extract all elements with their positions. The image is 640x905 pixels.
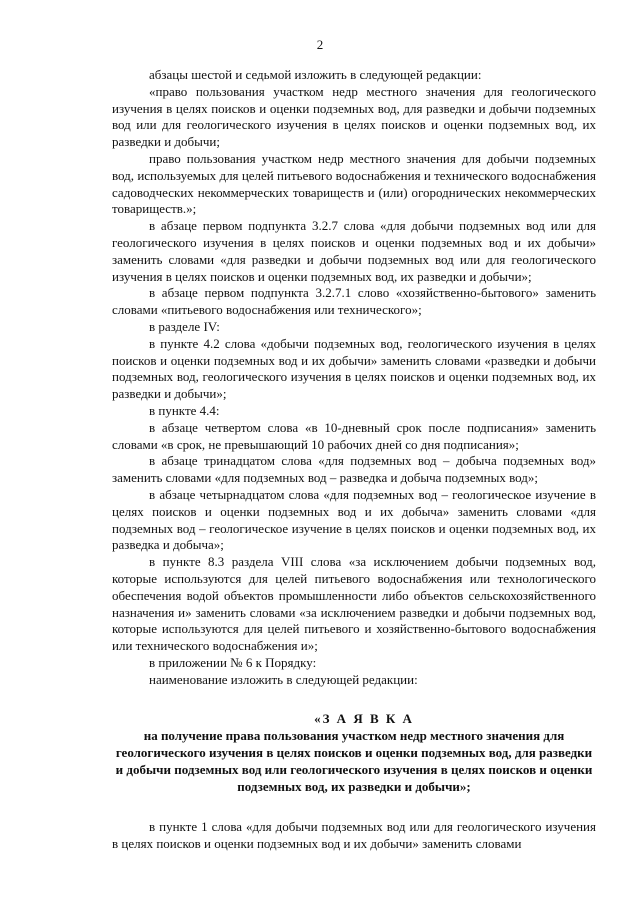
paragraph: в абзаце первом подпункта 3.2.7 слова «для добычи подземных вод или для геологического изучения в целях поисков и оценки подземных вод и их добычи» заменить словами «для разведки и добычи подземных вод или для геологического изучения в целях поисков и оценки подземных вод, их разведки и добычи»;	[112, 218, 596, 284]
paragraph: в абзаце четвертом слова «в 10-дневный срок после подписания» заменить словами «в срок, не превышающий 10 рабочих дней со дня подписания»;	[112, 419, 596, 452]
paragraph: в пункте 4.4:	[149, 402, 220, 418]
paragraph: в разделе IV:	[149, 318, 220, 334]
paragraph: в абзаце первом подпункта 3.2.7.1 слово «хозяйственно-бытового» заменить словами «питьевого водоснабжения или технического»;	[112, 285, 596, 318]
title-subheading: на получение права пользования участком недр местного значения для геологического изучения в целях поисков и оценки подземных вод, для разведки и добычи подземных вод или геологического изучения в целях поисков и оценки подземных вод, их разведки и добычи»;	[115, 728, 593, 795]
paragraph: наименование изложить в следующей редакции:	[149, 671, 418, 687]
paragraph: в абзаце тринадцатом слова «для подземных вод – добыча подземных вод» заменить словами «для подземных вод – разведка и добыча подземных вод»;	[112, 453, 596, 486]
paragraph: в пункте 4.2 слова «добычи подземных вод, геологического изучения в целях поисков и оценки подземных вод и их добычи» заменить словами «разведки и добычи подземных вод, геологического изучения в целях поисков и оценки подземных вод, их разведки и добычи»;	[112, 335, 596, 402]
paragraph: в пункте 1 слова «для добычи подземных вод или для геологического изучения в целях поисков и оценки подземных вод и их добычи» заменить словами	[112, 819, 596, 852]
paragraph: в абзаце четырнадцатом слова «для подземных вод – геологическое изучение в целях поисков и оценки подземных вод и их добыча» заменить словами «для подземных вод – геологическое изучение в целях поисков и оценки подземных вод, их разведка и добыча»;	[112, 486, 596, 553]
paragraph: «право пользования участком недр местного значения для геологического изучения в целях поисков и оценки подземных вод, для разведки и добычи подземных вод или для геологического изучения в целях поисков и оценки подземных вод, их разведки и добычи;	[112, 83, 596, 150]
page-number: 2	[316, 37, 324, 52]
paragraph: в пункте 8.3 раздела VIII слова «за исключением добычи подземных вод, которые используются для целей питьевого водоснабжения или технологического обеспечения водой объектов промышленности либо объектов сельскохозяйственного назначения и» заменить словами «за исключением разведки и добычи подземных вод, которые используются для целей питьевого и хозяйственно-бытового водоснабжения или технического водоснабжения и»;	[112, 554, 596, 654]
title-heading: «З А Я В К А	[314, 711, 414, 727]
paragraph: право пользования участком недр местного значения для добычи подземных вод, используемых для целей питьевого водоснабжения и технического водоснабжения садоводческих некоммерческих товариществ и (или) огороднических некоммерческих товариществ.»;	[112, 150, 596, 217]
paragraph: в приложении № 6 к Порядку:	[149, 654, 317, 670]
paragraph: абзацы шестой и седьмой изложить в следующей редакции:	[149, 67, 482, 82]
application-title	[112, 710, 596, 795]
document-body	[112, 67, 596, 853]
